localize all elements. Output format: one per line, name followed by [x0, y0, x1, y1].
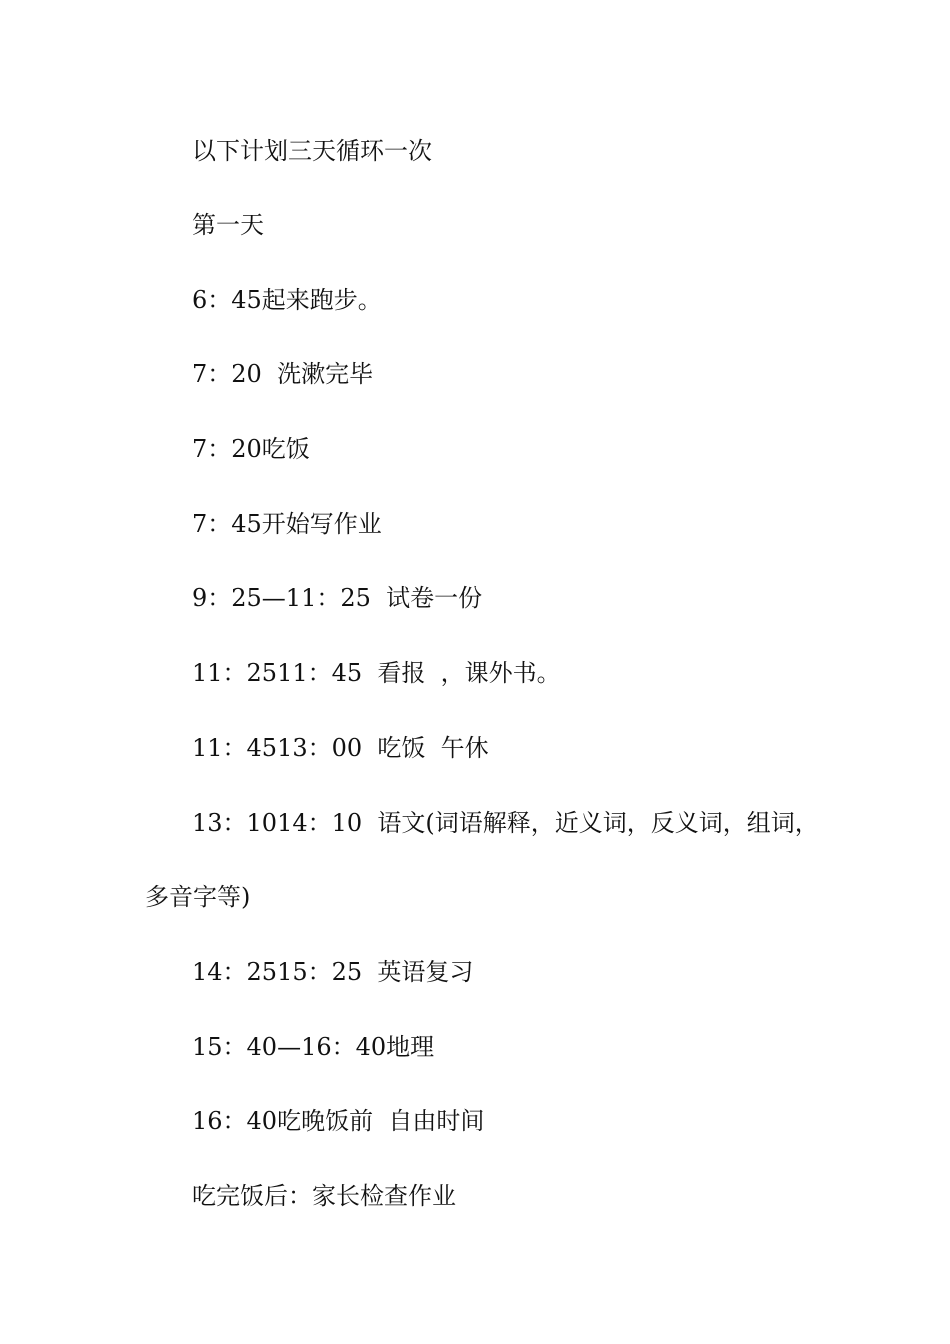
- schedule-line: 吃完饭后：家长检查作业: [192, 1182, 456, 1210]
- schedule-line: 16：40吃晚饭前 自由时间: [192, 1107, 485, 1135]
- schedule-line: 7：20 洗漱完毕: [192, 360, 374, 388]
- day-heading: 第一天: [192, 211, 264, 239]
- schedule-line: 7：20吃饭: [192, 435, 310, 463]
- schedule-line: 7：45开始写作业: [192, 510, 382, 538]
- plan-intro: 以下计划三天循环一次: [192, 137, 432, 165]
- schedule-line: 11：2511：45 看报 ，课外书。: [192, 659, 561, 687]
- schedule-line: 13：1014：10 语文(词语解释，近义词，反义词，组词，: [192, 809, 819, 837]
- schedule-line: 9：25—11：25 试卷一份: [192, 584, 483, 612]
- schedule-line: 14：2515：25 英语复习: [192, 958, 474, 986]
- schedule-line-continuation: 多音字等): [145, 883, 251, 911]
- schedule-line: 15：40—16：40地理: [192, 1033, 435, 1061]
- schedule-line: 6：45起来跑步。: [192, 286, 382, 314]
- schedule-line: 11：4513：00 吃饭 午休: [192, 734, 489, 762]
